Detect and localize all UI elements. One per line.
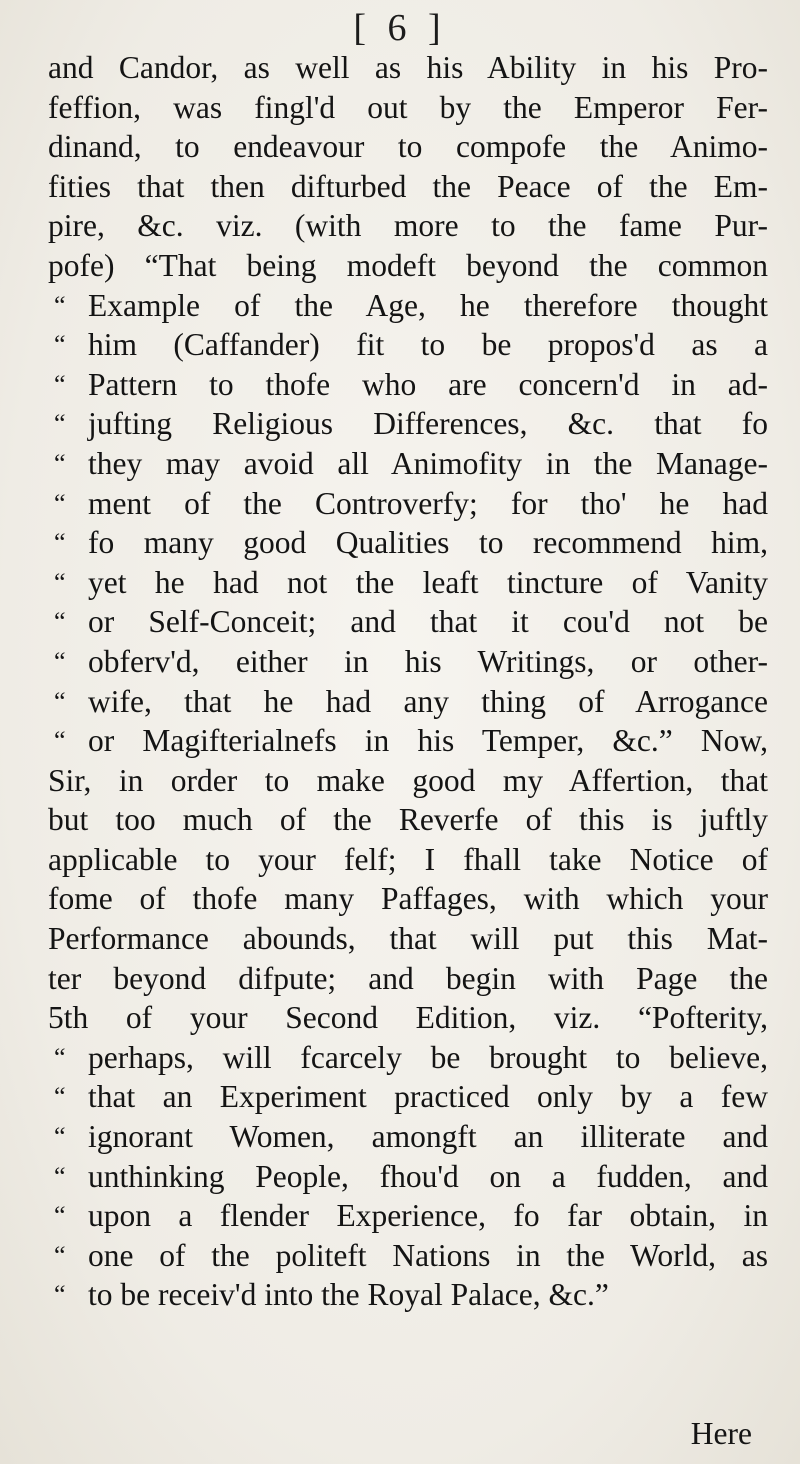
line-text: pire, &c. viz. (with more to the fame Pur- (48, 208, 768, 244)
text-line (48, 325, 768, 365)
quote-mark: “ (54, 409, 66, 439)
quote-mark: “ (54, 1201, 66, 1231)
text-line (48, 682, 768, 722)
text-line (48, 88, 768, 128)
text-line (48, 404, 768, 444)
text-line (48, 1077, 768, 1117)
line-text: obferv'd, either in his Writings, or other- (88, 643, 768, 679)
text-line (48, 919, 768, 959)
quote-mark: “ (54, 1042, 66, 1072)
line-text: Sir, in order to make good my Affertion, that (48, 762, 768, 798)
line-text: unthinking People, fhou'd on a fudden, and (88, 1158, 768, 1194)
text-line (48, 840, 768, 880)
text-line (48, 721, 768, 761)
line-text: Pattern to thofe who are concern'd in ad- (88, 366, 768, 402)
text-line (48, 1196, 768, 1236)
text-line (48, 127, 768, 167)
line-text: wife, that he had any thing of Arrogance (88, 683, 768, 719)
quote-mark: “ (54, 567, 66, 597)
body-text (48, 48, 768, 1315)
line-text: 5th of your Second Edition, viz. “Pofterity, (48, 1000, 768, 1036)
line-text: applicable to your felf; I fhall take Notice of (48, 841, 768, 877)
text-line (48, 563, 768, 603)
line-text: that an Experiment practiced only by a few (88, 1079, 768, 1115)
quote-mark: “ (54, 646, 66, 676)
quote-mark: “ (54, 528, 66, 558)
quote-mark: “ (54, 488, 66, 518)
line-text: ignorant Women, amongft an illiterate and (88, 1119, 768, 1155)
text-line (48, 365, 768, 405)
text-line (48, 1117, 768, 1157)
line-text: fo many good Qualities to recommend him, (88, 525, 768, 561)
text-line (48, 167, 768, 207)
quote-mark: “ (54, 1280, 66, 1310)
line-text: or Magifterialnefs in his Temper, &c.” Now, (88, 723, 768, 759)
catchword: Here (690, 1416, 752, 1451)
line-text: they may avoid all Animofity in the Manage- (88, 445, 768, 481)
line-text: or Self-Conceit; and that it cou'd not be (88, 604, 768, 640)
text-line (48, 642, 768, 682)
line-text: to be receiv'd into the Royal Palace, &c.” (88, 1277, 609, 1313)
line-text: jufting Religious Differences, &c. that fo (88, 406, 768, 442)
text-line (48, 48, 768, 88)
line-text: but too much of the Reverfe of this is juftly (48, 802, 768, 838)
line-text: ter beyond difpute; and begin with Page the (48, 960, 768, 996)
quote-mark: “ (54, 369, 66, 399)
quote-mark: “ (54, 448, 66, 478)
line-text: fities that then difturbed the Peace of the Em- (48, 168, 768, 204)
line-text: Example of the Age, he therefore thought (88, 287, 768, 323)
text-line (48, 1157, 768, 1197)
line-text: dinand, to endeavour to compofe the Animo- (48, 129, 768, 165)
quote-mark: “ (54, 1122, 66, 1152)
line-text: upon a flender Experience, fo far obtain, in (88, 1198, 768, 1234)
text-line (48, 1275, 768, 1315)
text-line (48, 1038, 768, 1078)
line-text: one of the politeft Nations in the World, as (88, 1237, 768, 1273)
quote-mark: “ (54, 330, 66, 360)
text-line (48, 959, 768, 999)
text-line (48, 523, 768, 563)
line-text: him (Caffander) fit to be propos'd as a (88, 327, 768, 363)
quote-mark: “ (54, 1240, 66, 1270)
text-line (48, 1236, 768, 1276)
text-line (48, 286, 768, 326)
text-line (48, 761, 768, 801)
line-text: perhaps, will fcarcely be brought to believe, (88, 1039, 768, 1075)
text-line (48, 246, 768, 286)
quote-mark: “ (54, 290, 66, 320)
line-text: pofe) “That being modeft beyond the common (48, 247, 768, 283)
quote-mark: “ (54, 1161, 66, 1191)
text-line (48, 879, 768, 919)
page-number: [ 6 ] (353, 7, 447, 49)
text-line (48, 800, 768, 840)
text-line (48, 444, 768, 484)
quote-mark: “ (54, 686, 66, 716)
line-text: Performance abounds, that will put this Mat- (48, 921, 768, 957)
text-line (48, 602, 768, 642)
quote-mark: “ (54, 607, 66, 637)
line-text: ment of the Controverfy; for tho' he had (88, 485, 768, 521)
line-text: feffion, was fingl'd out by the Emperor Fer- (48, 89, 768, 125)
quote-mark: “ (54, 726, 66, 756)
line-text: fome of thofe many Paffages, with which your (48, 881, 768, 917)
line-text: yet he had not the leaft tincture of Vanity (88, 564, 768, 600)
text-line (48, 206, 768, 246)
text-line (48, 484, 768, 524)
line-text: and Candor, as well as his Ability in his Pro- (48, 50, 768, 85)
text-line (48, 998, 768, 1038)
quote-mark: “ (54, 1082, 66, 1112)
